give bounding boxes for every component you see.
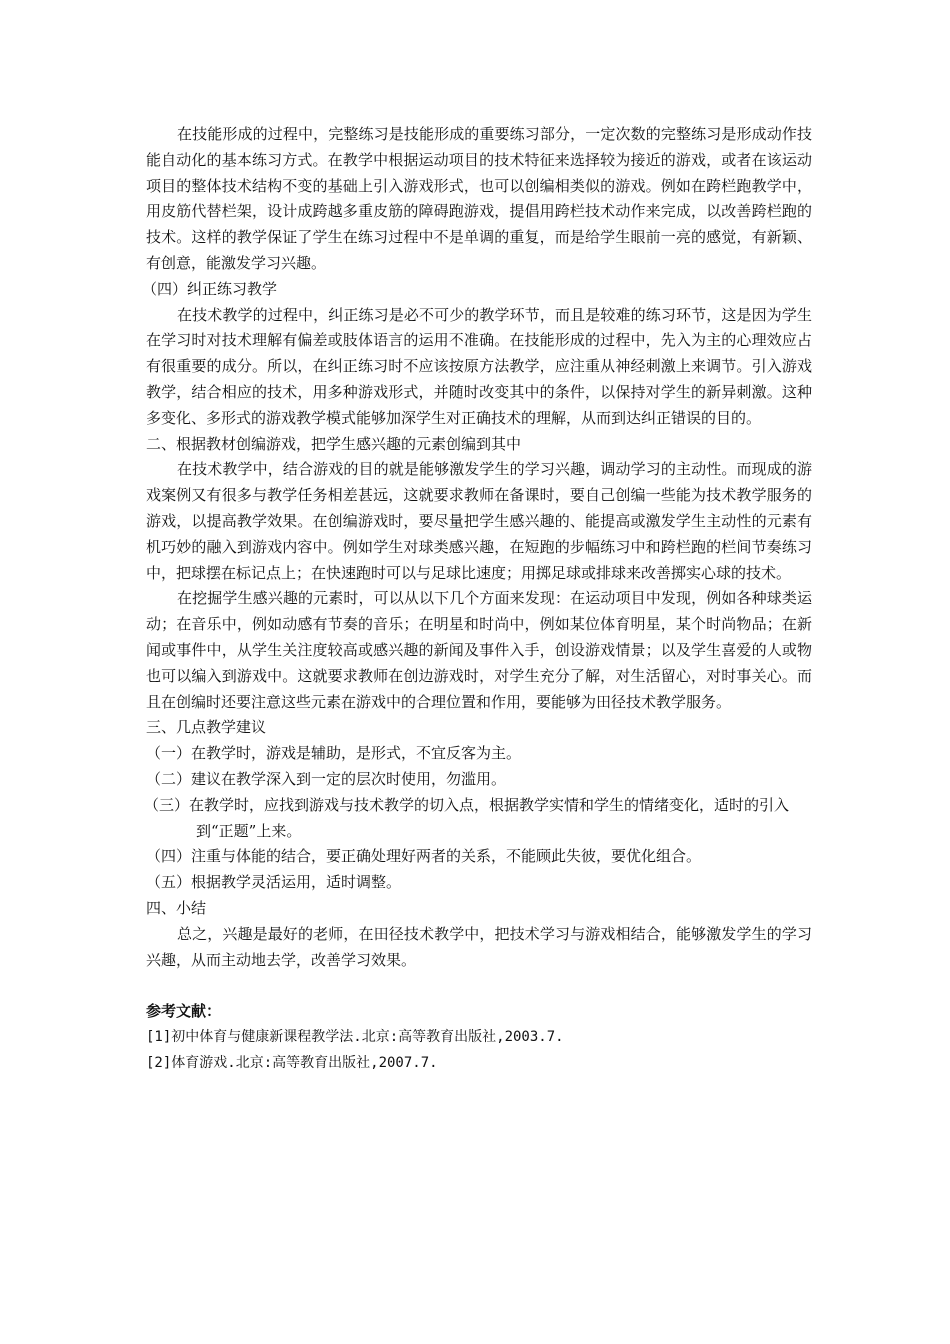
suggestion-item-5: （五）根据教学灵活运用，适时调整。 <box>146 873 402 892</box>
section-heading-summary: 四、小结 <box>146 898 207 917</box>
reference-item-1: [1]初中体育与健康新课程教学法.北京:高等教育出版社,2003.7. <box>146 1029 564 1046</box>
paragraph-create-games: 在技术教学中，结合游戏的目的就是能够激发学生的学习兴趣，调动学习的主动性。而现成的游戏案例又有很多与教学任务相差甚远，这就要求教师在备课时，要自己创编一些能为技术教学服务的游戏，以提高教学效果。在创编游戏时，要尽量把学生感兴趣的、能提高或激发学生主动性的元素有机巧妙的融入到游戏内容中。例如学生对球类感兴趣，在短跑的步幅练习中和跨栏跑的栏间节奏练习中，把球摆在标记点上；在快速跑时可以与足球比速度；用掷足球或排球来改善掷实心球的技术。 <box>146 460 812 582</box>
paragraph-correction-practice: 在技术教学的过程中，纠正练习是必不可少的教学环节，而且是较难的练习环节，这是因为学生在学习时对技术理解有偏差或肢体语言的运用不准确。在技能形成的过程中，先入为主的心理效应占有很重要的成分。所以，在纠正练习时不应该按原方法教学，应注重从神经刺激上来调节。引入游戏教学，结合相应的技术，用多种游戏形式，并随时改变其中的条件，以保持对学生的新异刺激。这种多变化、多形式的游戏教学模式能够加深学生对正确技术的理解，从而到达纠正错误的目的。 <box>146 305 812 427</box>
reference-item-2: [2]体育游戏.北京:高等教育出版社,2007.7. <box>146 1054 438 1071</box>
paragraph-interest-elements: 在挖掘学生感兴趣的元素时，可以从以下几个方面来发现：在运动项目中发现，例如各种球类运动；在音乐中，例如动感有节奏的音乐；在明星和时尚中，例如某位体育明星，某个时尚物品；在新闻或事件中，从学生关注度较高或感兴趣的新闻及事件入手，创设游戏情景；以及学生喜爱的人或物也可以编入到游戏中。这就要求教师在创边游戏时，对学生充分了解，对生活留心，对时事关心。而且在创编时还要注意这些元素在游戏中的合理位置和作用，要能够为田径技术教学服务。 <box>146 589 812 711</box>
subheading-correction-practice: （四）纠正练习教学 <box>142 279 278 298</box>
suggestion-item-4: （四）注重与体能的结合，要正确处理好两者的关系，不能顾此失彼，要优化组合。 <box>146 847 702 866</box>
paragraph-complete-practice: 在技能形成的过程中，完整练习是技能形成的重要练习部分，一定次数的完整练习是形成动作技能自动化的基本练习方式。在教学中根据运动项目的技术特征来选择较为接近的游戏，或者在该运动项目的整体技术结构不变的基础上引入游戏形式，也可以创编相类似的游戏。例如在跨栏跑教学中，用皮筋代替栏架，设计成跨越多重皮筋的障碍跑游戏，提倡用跨栏技术动作来完成，以改善跨栏跑的技术。这样的教学保证了学生在练习过程中不是单调的重复，而是给学生眼前一亮的感觉，有新颖、有创意，能激发学习兴趣。 <box>146 125 812 272</box>
suggestion-item-2: （二）建议在教学深入到一定的层次时使用，勿滥用。 <box>146 769 507 788</box>
paragraph-summary: 总之，兴趣是最好的老师，在田径技术教学中，把技术学习与游戏相结合，能够激发学生的学习兴趣，从而主动地去学，改善学习效果。 <box>146 924 812 969</box>
document-page <box>142 122 812 1077</box>
suggestion-item-1: （一）在教学时，游戏是辅助，是形式，不宜反客为主。 <box>146 744 522 763</box>
suggestion-item-3: （三）在教学时，应找到游戏与技术教学的切入点，根据教学实情和学生的情绪变化，适时的引入到“正题”上来。 <box>144 795 790 840</box>
section-heading-suggestions: 三、几点教学建议 <box>146 718 267 737</box>
references-title: 参考文献： <box>146 1002 222 1021</box>
section-heading-create-games: 二、根据教材创编游戏，把学生感兴趣的元素创编到其中 <box>146 434 522 453</box>
